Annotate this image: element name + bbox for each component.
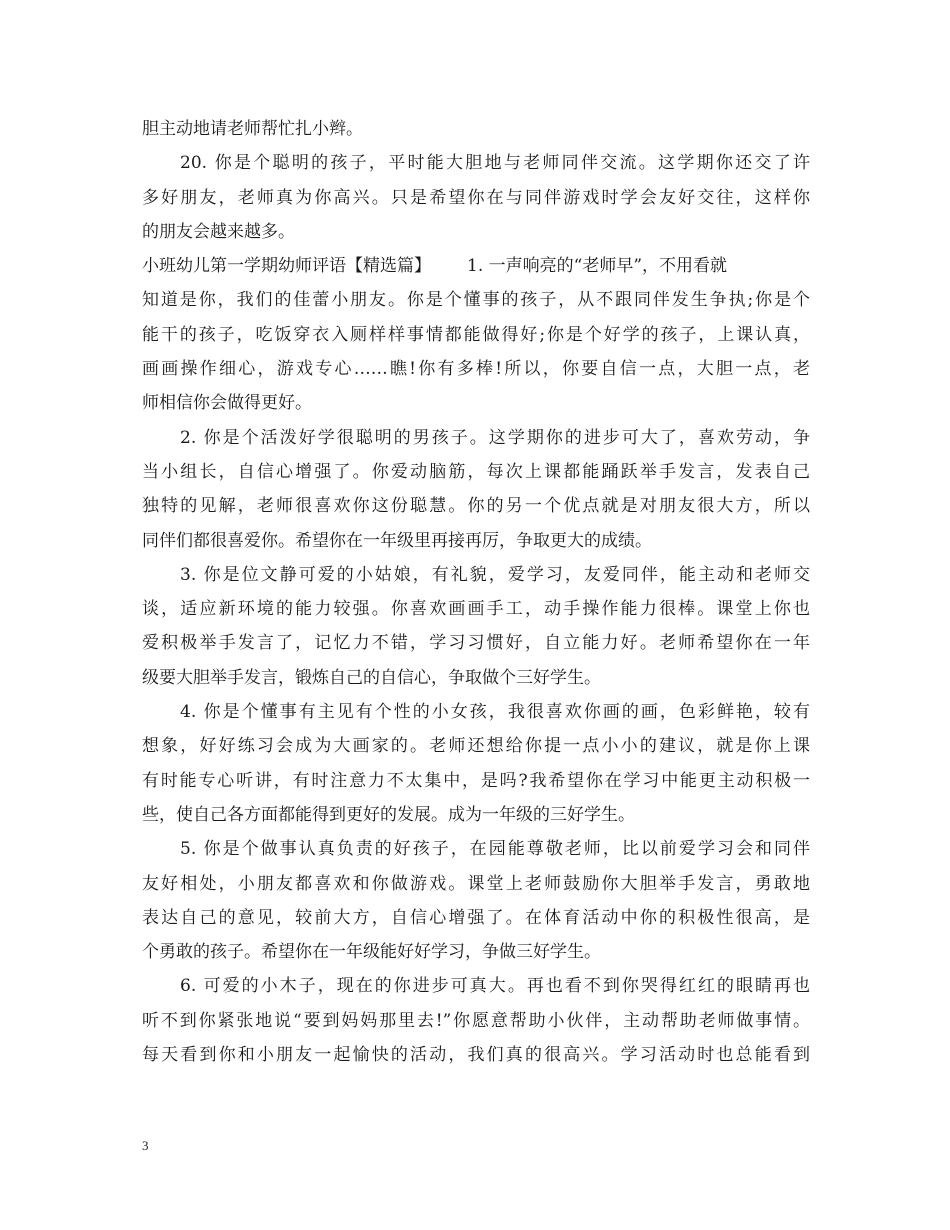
section-heading: 小班幼儿第一学期幼师评语【精选篇】 bbox=[142, 256, 431, 277]
text-line: 当小组长，自信心增强了。你爱动脑筋，每次上课都能踊跃举手发言，发表自己 bbox=[142, 461, 810, 482]
text-fragment: 1. 一声响亮的“老师早”，不用看就 bbox=[467, 256, 728, 277]
text-line: 表达自己的意见，较前大方，自信心增强了。在体育活动中你的积极性很高，是 bbox=[142, 907, 810, 928]
text-line: 3. 你是位文静可爱的小姑娘，有礼貌，爱学习，友爱同伴，能主动和老师交 bbox=[180, 564, 810, 585]
text-line: 知道是你，我们的佳蕾小朋友。你是个懂事的孩子，从不跟同伴发生争执;你是个 bbox=[142, 290, 810, 311]
page-number: 3 bbox=[142, 1138, 149, 1153]
text-line: 爱积极举手发言了，记忆力不错，学习习惯好，自立能力好。老师希望你在一年 bbox=[142, 633, 810, 654]
text-line: 多好朋友，老师真为你高兴。只是希望你在与同伴游戏时学会友好交往，这样你 bbox=[142, 187, 810, 208]
text-line: 能干的孩子，吃饭穿衣入厕样样事情都能做得好;你是个好学的孩子，上课认真， bbox=[142, 324, 810, 345]
text-line: 画画操作细心，游戏专心……瞧!你有多棒!所以，你要自信一点，大胆一点，老 bbox=[142, 359, 810, 380]
document-body bbox=[142, 112, 810, 1072]
text-line: 级要大胆举手发言，锻炼自己的自信心，争取做个三好学生。 bbox=[142, 667, 601, 688]
text-line: 胆主动地请老师帮忙扎小辫。 bbox=[142, 119, 363, 139]
text-line: 6. 可爱的小木子，现在的你进步可真大。再也看不到你哭得红红的眼睛再也 bbox=[180, 976, 810, 997]
text-line: 些，使自己各方面都能得到更好的发展。成为一年级的三好学生。 bbox=[142, 804, 635, 825]
text-line: 想象，好好练习会成为大画家的。老师还想给你提一点小小的建议，就是你上课 bbox=[142, 736, 810, 757]
text-line: 同伴们都很喜爱你。希望你在一年级里再接再厉，争取更大的成绩。 bbox=[142, 530, 652, 551]
text-line: 个勇敢的孩子。希望你在一年级能好好学习，争做三好学生。 bbox=[142, 942, 601, 963]
text-line: 友好相处，小朋友都喜欢和你做游戏。课堂上老师鼓励你大胆举手发言，勇敢地 bbox=[142, 873, 810, 894]
text-line: 师相信你会做得更好。 bbox=[142, 393, 312, 414]
text-line: 每天看到你和小朋友一起愉快的活动，我们真的很高兴。学习活动时也总能看到 bbox=[142, 1045, 810, 1066]
text-line: 独特的见解，老师很喜欢你这份聪慧。你的另一个优点就是对朋友很大方，所以 bbox=[142, 496, 810, 517]
section-heading-line bbox=[142, 249, 810, 283]
text-line: 2. 你是个活泼好学很聪明的男孩子。这学期你的进步可大了，喜欢劳动，争 bbox=[180, 427, 810, 448]
text-line: 的朋友会越来越多。 bbox=[142, 221, 295, 242]
text-line: 4. 你是个懂事有主见有个性的小女孩，我很喜欢你画的画，色彩鲜艳，较有 bbox=[180, 702, 810, 723]
text-line: 5. 你是个做事认真负责的好孩子，在园能尊敬老师，比以前爱学习会和同伴 bbox=[180, 839, 810, 860]
text-line: 有时能专心听讲，有时注意力不太集中，是吗?我希望你在学习中能更主动积极一 bbox=[142, 770, 810, 791]
text-line: 谈，适应新环境的能力较强。你喜欢画画手工，动手操作能力很棒。课堂上你也 bbox=[142, 599, 810, 620]
text-line: 20. 你是个聪明的孩子，平时能大胆地与老师同伴交流。这学期你还交了许 bbox=[180, 153, 810, 174]
text-line: 听不到你紧张地说“要到妈妈那里去!”你愿意帮助小伙伴，主动帮助老师做事情。 bbox=[142, 1010, 810, 1031]
